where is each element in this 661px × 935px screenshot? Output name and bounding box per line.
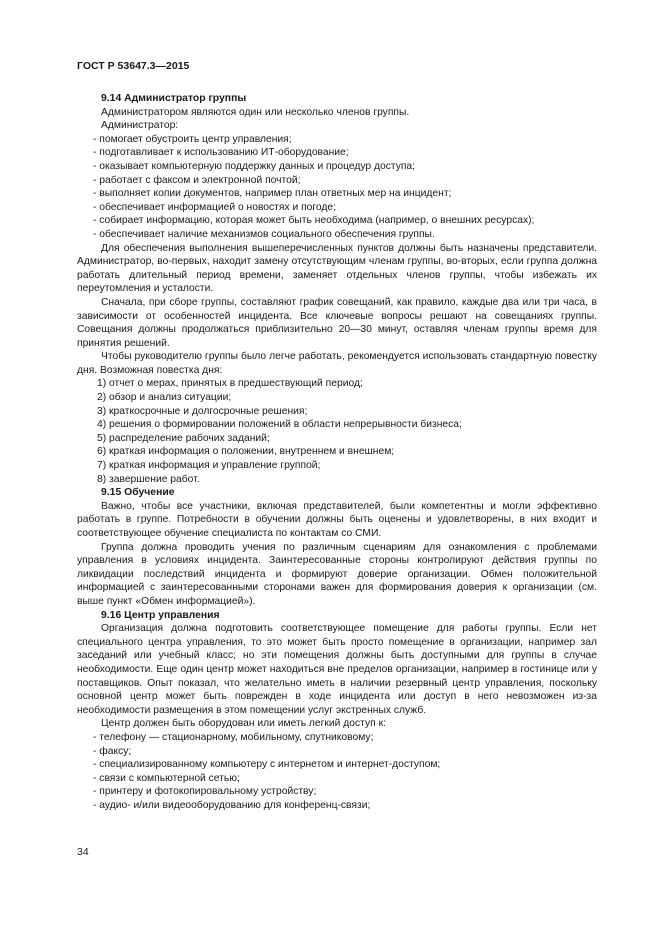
list-item: - телефону — стационарному, мобильному, спутниковому;	[93, 731, 374, 743]
standard-header: ГОСТ Р 53647.3—2015	[77, 60, 190, 72]
list-item: - подготавливает к использованию ИТ-оборудование;	[93, 147, 349, 159]
list-item: - факсу;	[93, 745, 132, 757]
list-item: - связи с компьютерной сетью;	[93, 772, 240, 784]
list-item: - собирает информацию, которая может быть необходима (например, о внешних ресурсах);	[93, 215, 535, 227]
list-item: 4) решения о формировании положений в области непрерывности бизнеса;	[97, 419, 462, 431]
section-heading-9-14: 9.14 Администратор группы	[101, 93, 247, 104]
list-item: 2) обзор и анализ ситуации;	[97, 392, 232, 404]
main-content	[77, 92, 597, 812]
paragraph: Администратор:	[101, 120, 179, 132]
list-item: 3) краткосрочные и долгосрочные решения;	[97, 405, 308, 417]
list-item: - обеспечивает информацией о новостях и погоде;	[93, 201, 337, 213]
paragraph: Центр должен быть оборудован или иметь легкий доступ к:	[101, 718, 386, 730]
paragraph: Группа должна проводить учения по различным сценариям для ознакомления с проблемами управления в условиях инцидента. Заинтересованные стороны контролируют действия группы по ликвидации последствий инцидента и формируют доверие организации. Обмен положительной информацией с заинтересованными сторонами важен для формирования доверия к организации (см. выше пункт «Обмен информацией»).	[77, 541, 597, 607]
paragraph: Организация должна подготовить соответствующее помещение для работы группы. Если нет специального центра управления, то это может быть просто помещение в организации, например зал заседаний или учебный класс; но эти помещения должны быть доступными для группы в случае необходимости. Еще один центр может находиться вне пределов организации, например в гостинице или у поставщиков. Опыт показал, что желательно иметь в наличии резервный центр управления, поскольку основной центр может быть поврежден в ходе инцидента или доступ в него невозможен из-за необходимости размещения в этом помещении услуг экстренных служб.	[77, 623, 597, 716]
paragraph: Важно, чтобы все участники, включая представителей, были компетентны и могли эффективно работать в группе. Потребности в обучении должны быть оценены и удовлетворены, в них входит и соответствующее обучение специалиста по контактам со СМИ.	[77, 500, 597, 539]
list-item: - выполняет копии документов, например план ответных мер на инцидент;	[93, 188, 452, 200]
list-item: - обеспечивает наличие механизмов социального обеспечения группы.	[93, 228, 435, 240]
paragraph: Для обеспечения выполнения вышеперечисленных пунктов должны быть назначены представители. Администратор, во-первых, находит замену отсутствующим членам группы, во-вторых, если группа должна работать длительный период времени, заменяет отдельных членов группы, чтобы избежать их переутомления и усталости.	[77, 242, 597, 295]
list-item: 5) распределение рабочих заданий;	[97, 432, 270, 444]
list-item: 8) завершение работ.	[97, 473, 200, 485]
list-item: 1) отчет о мерах, принятых в предшествующий период;	[97, 378, 363, 390]
section-heading-9-15: 9.15 Обучение	[101, 487, 175, 499]
list-item: - специализированному компьютеру с интернетом и интернет-доступом;	[93, 759, 441, 771]
list-item: - оказывает компьютерную поддержку данных и процедур доступа;	[93, 160, 416, 172]
list-item: - аудио- и/или видеооборудованию для конференц-связи;	[93, 799, 371, 811]
duties-list	[77, 133, 597, 242]
list-item: 7) краткая информация и управление группой;	[97, 460, 321, 472]
paragraph: Чтобы руководителю группы было легче работать, рекомендуется использовать стандартную повестку дня. Возможная повестка дня:	[77, 351, 597, 376]
paragraph: Администратором являются один или несколько членов группы.	[101, 106, 410, 118]
list-item: 6) краткая информация о положении, внутреннем и внешнем;	[97, 446, 395, 458]
agenda-list	[77, 377, 597, 486]
list-item: - принтеру и фотокопировальному устройству;	[93, 786, 317, 798]
page-number: 34	[77, 846, 89, 858]
paragraph: Сначала, при сборе группы, составляют график совещаний, как правило, каждые два или три часа, в зависимости от особенностей инцидента. Все ключевые вопросы решают на совещаниях группы. Совещания должны продолжаться приблизительно 20—30 минут, оставляя членам группы время для принятия решений.	[77, 296, 597, 349]
section-heading-9-16: 9.16 Центр управления	[101, 609, 220, 621]
list-item: - работает с факсом и электронной почтой;	[93, 174, 301, 186]
equipment-list	[77, 731, 597, 813]
list-item: - помогает обустроить центр управления;	[93, 133, 292, 145]
